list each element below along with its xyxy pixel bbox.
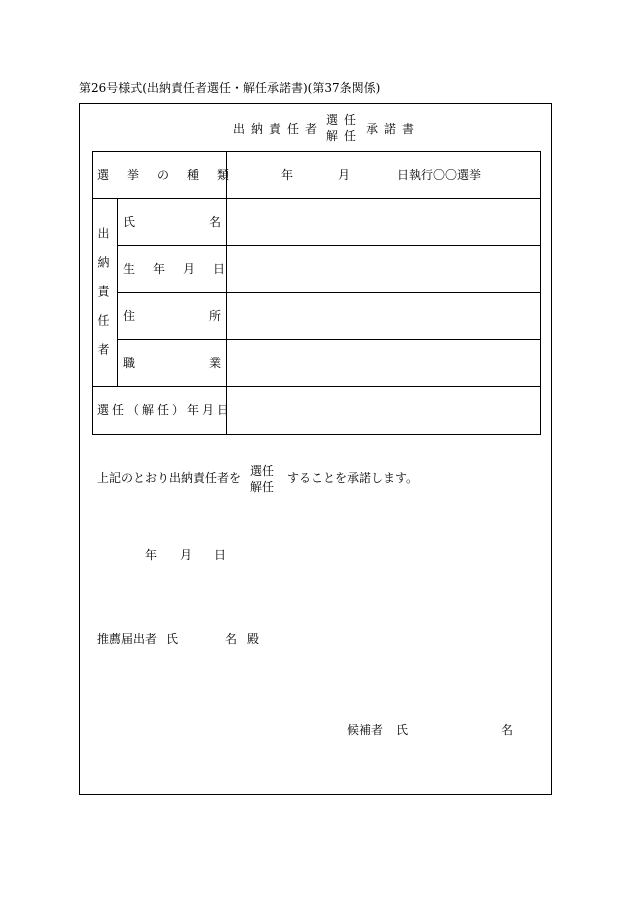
statement-prefix: 上記のとおり出納責任者を — [97, 471, 242, 485]
recommender-honorific: 殿 — [247, 632, 260, 646]
treasurer-group-label: 出納責任者 — [96, 227, 110, 372]
row-name-right: 名 — [209, 215, 222, 229]
statement-option-upper: 選任 — [250, 464, 275, 478]
election-date-year: 年 — [281, 168, 294, 182]
election-date-suffix: 日執行〇〇選挙 — [397, 168, 482, 182]
row-address-left: 住 — [123, 309, 136, 323]
title-prefix: 出納責任者 — [233, 122, 324, 136]
date-year: 年 — [145, 548, 158, 562]
row-name-left: 氏 — [123, 215, 136, 229]
candidate-label: 候補者 — [347, 723, 384, 737]
recommender-name-right: 名 — [225, 632, 238, 646]
appointment-date-label: 選任（解任）年月日 — [97, 403, 233, 417]
recommender-name-left: 氏 — [166, 632, 179, 646]
row-occupation-left: 職 — [123, 356, 136, 370]
date-month: 月 — [180, 548, 193, 562]
candidate-name-left: 氏 — [396, 723, 409, 737]
election-date-month: 月 — [338, 168, 351, 182]
statement-suffix: することを承諾します。 — [287, 471, 419, 485]
statement-option-lower: 解任 — [250, 480, 275, 494]
title-option-lower: 解任 — [326, 129, 363, 143]
form-frame — [79, 103, 552, 795]
row-address-right: 所 — [209, 309, 222, 323]
date-day: 日 — [214, 548, 227, 562]
election-type-label: 選挙の種類 — [97, 168, 248, 182]
row-birthdate-label: 生年月日 — [123, 262, 244, 276]
title-option-upper: 選任 — [326, 113, 363, 127]
recommender-label: 推薦届出者 — [97, 632, 158, 646]
title-suffix: 承諾書 — [366, 122, 421, 136]
candidate-name-right: 名 — [501, 723, 514, 737]
row-occupation-right: 業 — [209, 356, 222, 370]
form-header: 第26号様式(出納責任者選任・解任承諾書)(第37条関係) — [79, 81, 381, 95]
